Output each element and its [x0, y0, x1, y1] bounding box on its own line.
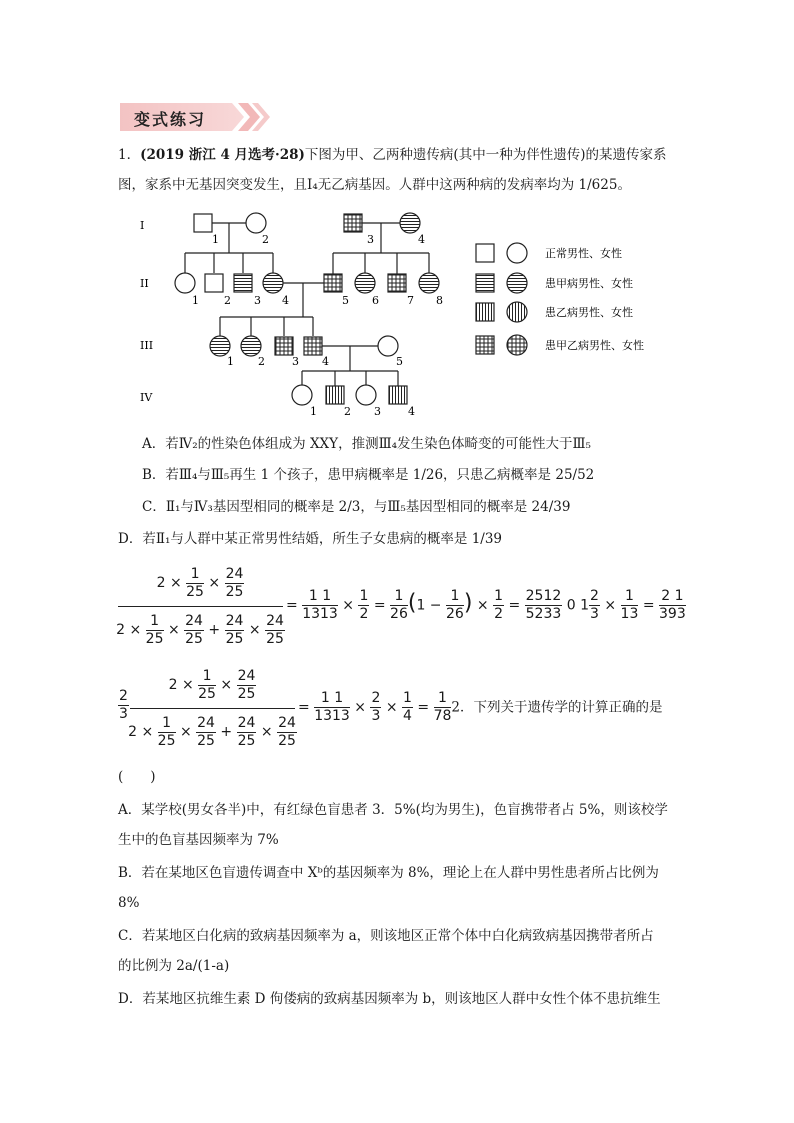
I-1-normal-male — [194, 214, 212, 232]
II-4-disease-a-female — [263, 273, 283, 293]
legend-label-both: 患甲乙病男性、女性 — [545, 339, 644, 352]
question2-stem: 2．下列关于遗传学的计算正确的是 — [451, 699, 663, 716]
label-II-7: 7 — [407, 294, 414, 307]
q1-option-a: A．若Ⅳ₂的性染色体组成为 XXY，推测Ⅲ₄发生染色体畸变的可能性大于Ⅲ₅ — [142, 436, 591, 452]
legend-disease-a-male — [476, 274, 494, 292]
legend-label-disease-b: 患乙病男性、女性 — [545, 306, 633, 319]
banner-title: 变式练习 — [134, 110, 207, 129]
III-2-disease-a-female — [241, 336, 261, 356]
label-IV-1: 1 — [310, 405, 317, 418]
label-IV-3: 3 — [374, 405, 381, 418]
f2-numerator: 2 × $\frac{1}{25}$ × $\frac{24}{25}$ — [168, 667, 256, 702]
q2-option-c-line2: 的比例为 2a/(1-a) — [118, 958, 230, 974]
label-II-2: 2 — [224, 294, 231, 307]
label-III-3: 3 — [292, 355, 299, 368]
question-text: 下图为甲、乙两种遗传病(其中一种为伴性遗传)的某遗传家系 — [304, 147, 667, 163]
legend-label-normal: 正常男性、女性 — [545, 247, 622, 260]
label-II-1: 1 — [192, 294, 199, 307]
legend-label-disease-a: 患甲病男性、女性 — [545, 277, 633, 290]
IV-2-disease-b-male — [326, 386, 344, 404]
legend-disease-a-female — [507, 273, 527, 293]
label-II-6: 6 — [372, 294, 379, 307]
III-5-normal-female — [378, 336, 398, 356]
label-IV-4: 4 — [408, 405, 415, 418]
formula-block-2: $\frac{2}{3}$ 2 × $\frac{1}{25}$ × $\frac{24}{25}$ 2 × $\frac{1}{25}$ × $\frac{24}{25}$ + $\frac{24}{25}$ × $\frac{24}{25}$ = $\frac{1 1}{1313}$ × $\frac{2}{3}$ × $\frac{1}{4}$ = $\frac{1}{78}$ 2．下列关于遗传学的计算正确的是 — [118, 662, 718, 757]
legend-both-female — [507, 335, 527, 355]
label-II-8: 8 — [436, 294, 443, 307]
III-4-both-diseases-male — [304, 337, 322, 355]
gen-label-III: III — [140, 339, 154, 352]
label-II-5: 5 — [342, 294, 349, 307]
IV-3-normal-female — [356, 385, 376, 405]
label-I-3: 3 — [367, 233, 374, 246]
I-4-disease-a-female — [400, 213, 420, 233]
I-2-normal-female — [246, 213, 266, 233]
label-IV-2: 2 — [344, 405, 351, 418]
label-III-4: 4 — [322, 355, 329, 368]
q2-answer-paren: ( ) — [118, 769, 156, 785]
question-source: (2019 浙江 4 月选考·28) — [140, 147, 305, 163]
label-I-2: 2 — [262, 233, 269, 246]
legend-both-male — [476, 336, 494, 354]
gen-label-IV: IV — [140, 391, 153, 404]
q1-option-b: B．若Ⅲ₄与Ⅲ₅再生 1 个孩子，患甲病概率是 1/26，只患乙病概率是 25/52 — [142, 467, 595, 483]
II-3-disease-a-male — [234, 274, 252, 292]
pedigree-legend — [476, 243, 644, 355]
I-3-both-diseases-male — [344, 214, 362, 232]
f2-result: = $\frac{1 1}{1313}$ × $\frac{2}{3}$ × $\frac{1}{4}$ = $\frac{1}{78}$ 2．下列关于遗传学的计算正确的是 — [298, 690, 663, 724]
question1-line1 — [118, 146, 666, 164]
pedigree-chart — [130, 205, 690, 425]
formula-block-1 — [116, 560, 686, 655]
label-III-1: 1 — [227, 355, 234, 368]
II-5-both-diseases-male — [324, 274, 342, 292]
II-1-normal-female — [175, 273, 195, 293]
legend-normal-male — [476, 244, 494, 262]
section-banner — [120, 101, 270, 133]
q2-option-b-line2: 8% — [118, 895, 140, 911]
q2-option-a-line1: A．某学校(男女各半)中，有红绿色盲患者 3．5%(均为男生)，色盲携带者占 5%，则该校学 — [118, 802, 668, 818]
f1-denominator: 2 × $\frac{1}{25}$ × $\frac{24}{25}$ + $\frac{24}{25}$ × $\frac{24}{25}$ — [116, 612, 284, 647]
question1-line2: 图，家系中无基因突变发生，且Ⅰ₄无乙病基因。人群中这两种病的发病率均为 1/625。 — [118, 177, 631, 193]
f2-denominator: 2 × $\frac{1}{25}$ × $\frac{24}{25}$ + $\frac{24}{25}$ × $\frac{24}{25}$ — [128, 714, 296, 749]
label-II-3: 3 — [254, 294, 261, 307]
IV-1-normal-female — [292, 385, 312, 405]
f1-numerator: 2 × $\frac{1}{25}$ × $\frac{24}{25}$ — [156, 565, 244, 600]
III-1-disease-a-female — [210, 336, 230, 356]
legend-disease-b-male — [476, 303, 494, 321]
q1-option-c: C．Ⅱ₁与Ⅳ₃基因型相同的概率是 2/3，与Ⅲ₅基因型相同的概率是 24/39 — [142, 499, 571, 515]
label-I-1: 1 — [212, 233, 219, 246]
gen-label-II: II — [140, 277, 149, 290]
label-II-4: 4 — [282, 294, 289, 307]
q2-option-d-line1: D．若某地区抗维生素 D 佝偻病的致病基因频率为 b，则该地区人群中女性个体不患抗维生 — [118, 991, 661, 1007]
III-3-both-diseases-male — [275, 337, 293, 355]
II-8-disease-a-female — [419, 273, 439, 293]
label-III-2: 2 — [258, 355, 265, 368]
legend-disease-b-female — [507, 302, 527, 322]
q2-option-a-line2: 生中的色盲基因频率为 7% — [118, 832, 279, 848]
q1-option-d: D．若Ⅱ₁与人群中某正常男性结婚，所生子女患病的概率是 1/39 — [118, 531, 503, 547]
label-I-4: 4 — [418, 233, 425, 246]
IV-4-disease-b-male — [389, 386, 407, 404]
II-7-both-diseases-male — [388, 274, 406, 292]
q2-option-b-line1: B．若在某地区色盲遗传调查中 Xᵇ的基因频率为 8%，理论上在人群中男性患者所占比例为 — [118, 865, 659, 881]
II-2-normal-male — [205, 274, 223, 292]
question-number: 1． — [118, 147, 141, 163]
legend-normal-female — [507, 243, 527, 263]
label-III-5: 5 — [396, 355, 403, 368]
q2-option-c-line1: C．若某地区白化病的致病基因频率为 a，则该地区正常个体中白化病致病基因携带者所占 — [118, 928, 654, 944]
gen-label-I: I — [140, 219, 145, 232]
f1-result: = $\frac{1 1}{1313}$ × $\frac{1}{2}$ = $\frac{1}{26}$ (1 − $\frac{1}{26}$ ) × $\frac{1}{2}$ = $\frac{2512}{5233}$ 0 1 $\frac{2}{3}$ × $\frac{1}{13}$ = $\frac{2 1}{393}$ — [286, 588, 686, 622]
II-6-disease-a-female — [355, 273, 375, 293]
